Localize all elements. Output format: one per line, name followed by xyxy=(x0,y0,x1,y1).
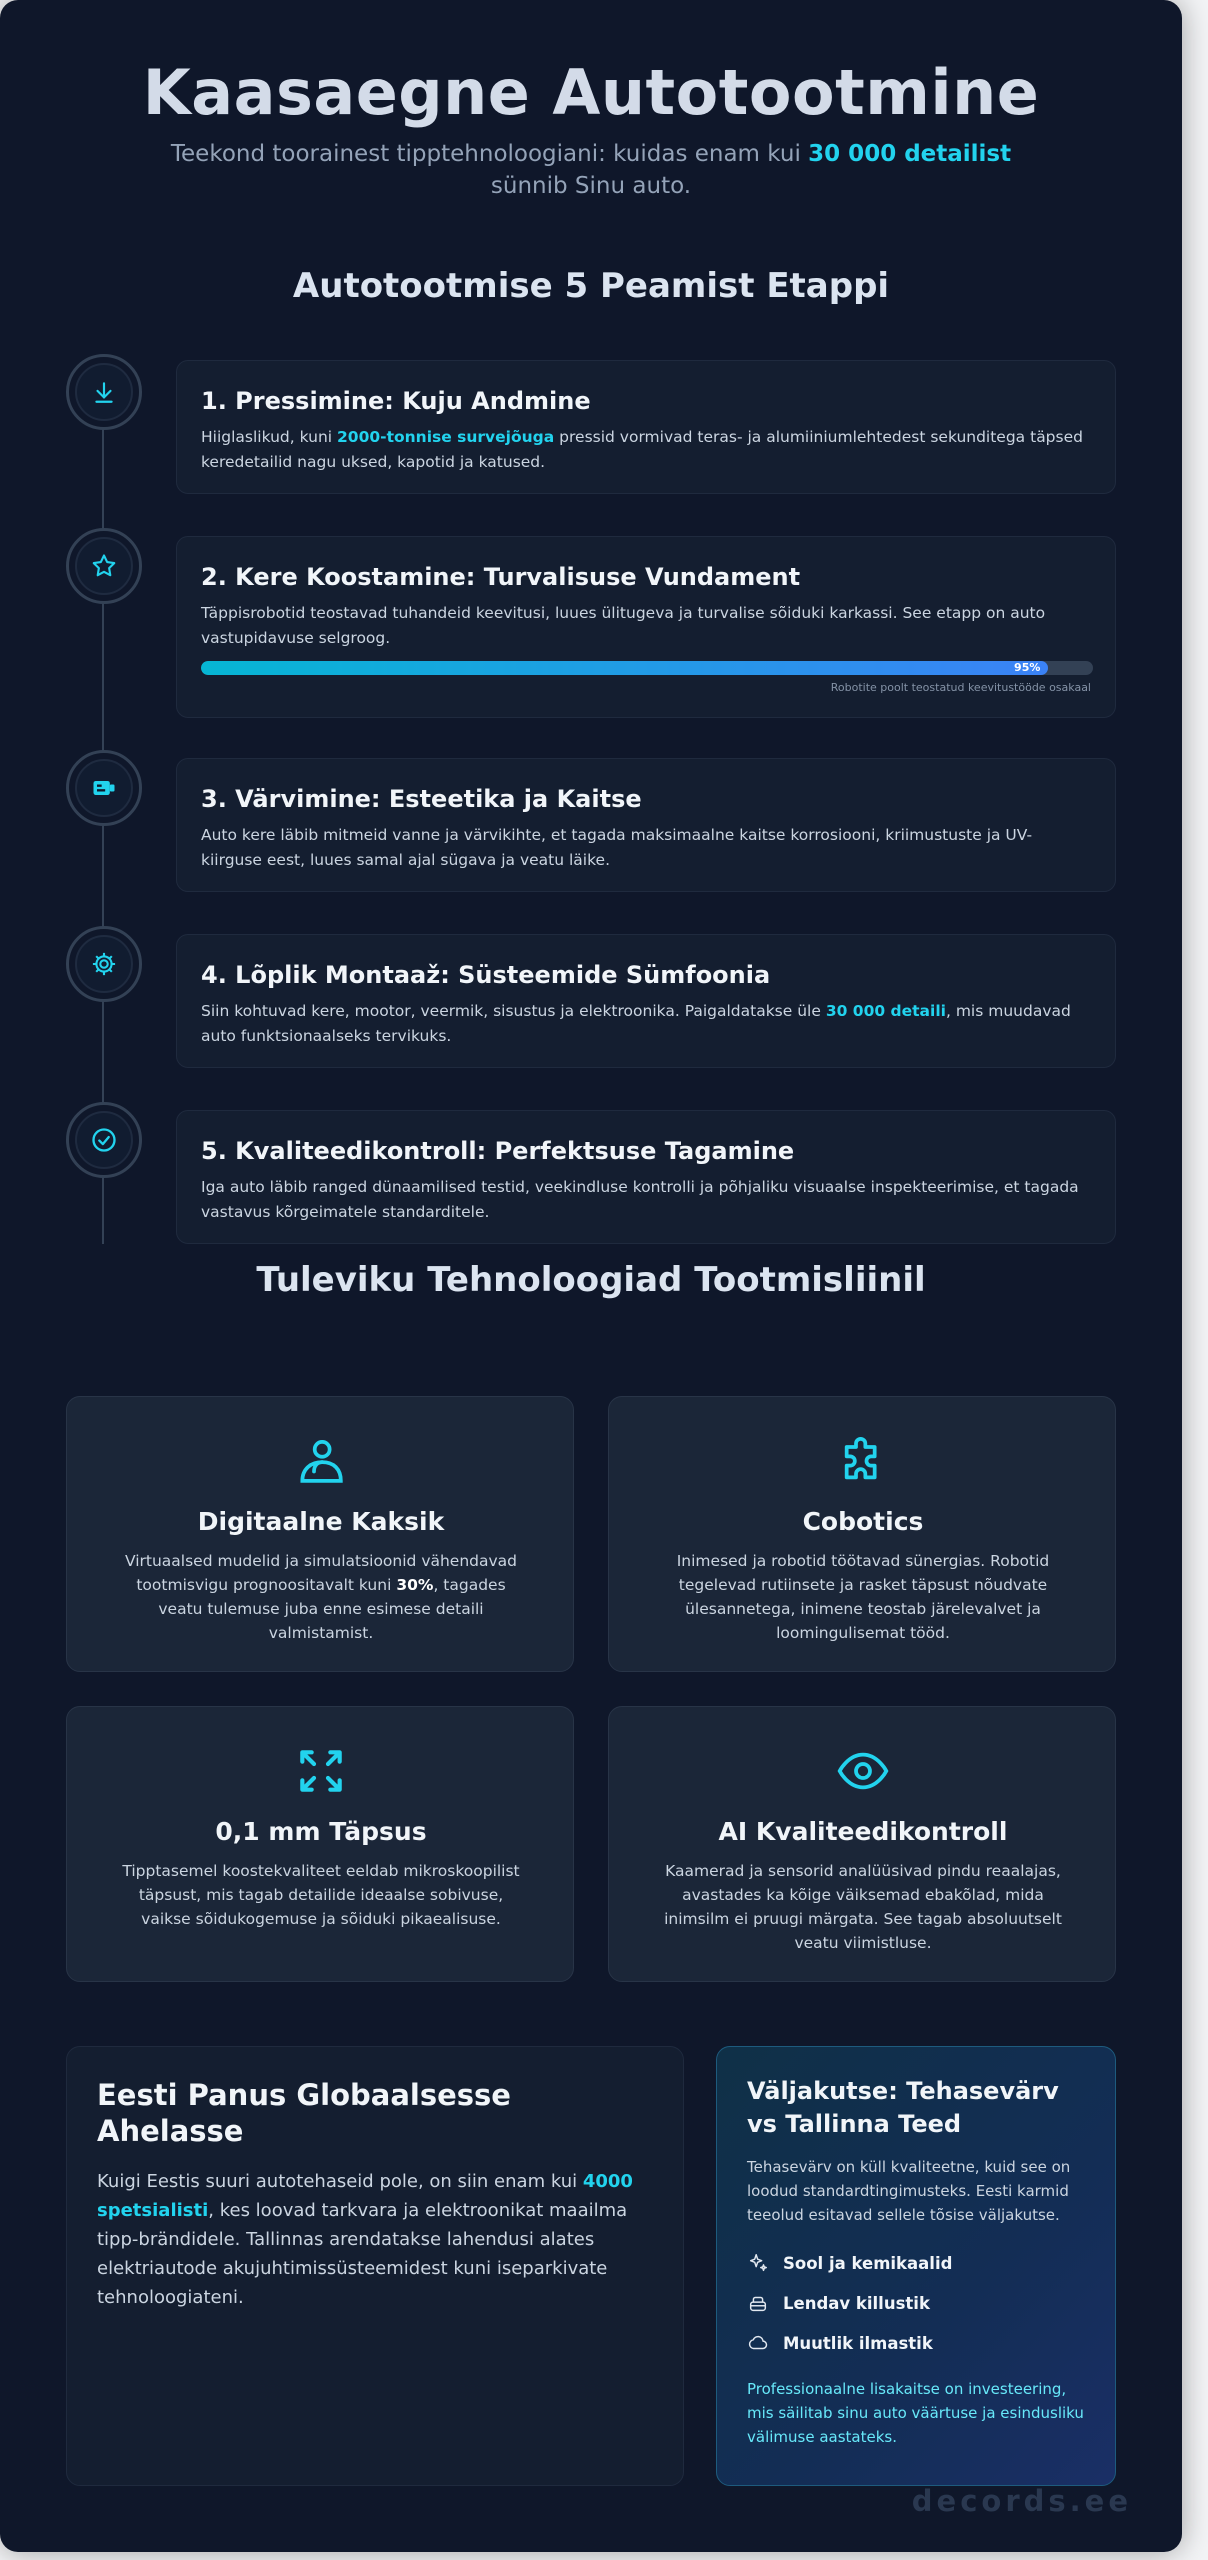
step-highlight: 2000-tonnise survejõuga xyxy=(337,428,555,446)
step-text-part: Siin kohtuvad kere, mootor, veermik, sisustus ja elektroonika. Paigaldatakse üle xyxy=(201,1002,826,1020)
step-card-2 xyxy=(176,536,1116,718)
estonia-highlight: 4000 spetsialisti xyxy=(97,2171,633,2221)
step-text: Iga auto läbib ranged dünaamilised testid, veekindluse kontrolli ja põhjaliku visuaalse inspekteerimise, et tagada vastavus kõrgeimatele standarditele. xyxy=(201,1178,1079,1221)
puzzle-icon xyxy=(835,1433,891,1489)
estonia-title: Eesti Panus Globaalsesse Ahelasse xyxy=(97,2078,511,2148)
eye-icon xyxy=(835,1743,891,1799)
subtitle-text-end: sünnib Sinu auto. xyxy=(490,173,692,199)
step-text-part: pressid vormivad teras- ja alumiiniumlehtedest sekunditega täpsed keredetailid nagu uksed, kapotid ja katused. xyxy=(201,428,1083,471)
tech-title: Cobotics xyxy=(802,1507,924,1536)
step-text xyxy=(201,999,1091,1049)
challenge-title: Väljakutse: Tehasevärv vs Tallinna Teed xyxy=(747,2077,1059,2138)
step-card-1 xyxy=(176,360,1116,494)
step-title: 1. Pressimine: Kuju Andmine xyxy=(201,387,591,415)
step-card-4 xyxy=(176,934,1116,1068)
step-title: 4. Lõplik Montaaž: Süsteemide Sümfoonia xyxy=(201,961,771,989)
tech-card-precision xyxy=(66,1706,574,1982)
gear-icon xyxy=(90,950,118,978)
challenge-text: Tehasevärv on küll kvaliteetne, kuid see on loodud standardtingimusteks. Eesti karmid teeolud esitavad sellele tõsise väljakutse. xyxy=(747,2158,1071,2224)
tech-highlight: 30% xyxy=(396,1576,434,1594)
list-item xyxy=(747,2243,1085,2283)
tech-title: 0,1 mm Täpsus xyxy=(215,1817,427,1846)
arrow-down-icon xyxy=(91,379,117,405)
step-text: Auto kere läbib mitmeid vanne ja värvikihte, et tagada maksimaalne kaitse korrosiooni, kriimustuste ja UV-kiirguse eest, luues samal ajal sügava ja veatu läike. xyxy=(201,826,1033,869)
watermark: decords.ee xyxy=(911,2484,1132,2518)
list-item-label: Lendav killustik xyxy=(783,2293,930,2313)
tech-title: Digitaalne Kaksik xyxy=(197,1507,445,1536)
list-item xyxy=(747,2283,1085,2323)
star-icon xyxy=(90,552,118,580)
tech-section-title: Tuleviku Tehnoloogiad Tootmisliinil xyxy=(256,1260,926,1300)
cloud-icon xyxy=(747,2332,769,2354)
page-title: Kaasaegne Autotootmine xyxy=(142,56,1040,129)
challenge-footer: Professionaalne lisakaitse on investeering, mis säilitab sinu auto väärtuse ja esindusliku välimuse aastateks. xyxy=(747,2380,1084,2446)
sparkle-icon xyxy=(747,2252,769,2274)
timeline-node-1 xyxy=(66,354,142,430)
step-title: 5. Kvaliteedikontroll: Perfektsuse Tagamine xyxy=(201,1137,795,1165)
page-subtitle xyxy=(130,138,1052,202)
challenge-card xyxy=(716,2046,1116,2486)
timeline-node-4 xyxy=(66,926,142,1002)
estonia-text xyxy=(97,2167,653,2312)
list-item-label: Sool ja kemikaalid xyxy=(783,2253,953,2273)
step-highlight: 30 000 detaili xyxy=(825,1002,946,1020)
tech-title: AI Kvaliteedikontroll xyxy=(718,1817,1008,1846)
check-circle-icon xyxy=(90,1126,118,1154)
tech-text: Kaamerad ja sensorid analüüsivad pindu reaalajas, avastades ka kõige väiksemad ebakõlad, mida inimsilm ei pruugi märgata. See tagab absoluutselt veatu viimistluse. xyxy=(664,1862,1062,1952)
step-text-part: , mis muudavad auto funktsionaalseks tervikuks. xyxy=(201,1002,1071,1045)
step-title: 2. Kere Koostamine: Turvalisuse Vundament xyxy=(201,563,801,591)
tech-text: Tipptasemel koostekvaliteet eeldab mikroskoopilist täpsust, mis tagab detailide ideaalse sobivuse, vaikse sõidukogemuse ja sõiduki pikaealisuse. xyxy=(122,1862,520,1928)
tech-text-part: Virtuaalsed mudelid ja simulatsioonid vähendavad tootmisvigu prognoositavalt kuni xyxy=(124,1552,518,1594)
timeline-node-3 xyxy=(66,750,142,826)
step-card-5 xyxy=(176,1110,1116,1244)
timeline-node-2 xyxy=(66,528,142,604)
progress-value: 95% xyxy=(1014,661,1041,674)
tech-text-part: , tagades veatu tulemuse juba enne esimese detaili valmistamist. xyxy=(158,1576,506,1642)
tech-text: Inimesed ja robotid töötavad sünergias. Robotid tegelevad rutiinsete ja rasket täpsust nõudvate ülesannetega, inimene teostab järelevalvet ja loomingulisemat tööd. xyxy=(676,1552,1050,1642)
step-text: Täppisrobotid teostavad tuhandeid keevitusi, luues ülitugeva ja turvalise sõiduki karkassi. See etapp on auto vastupidavuse selgroog. xyxy=(201,604,1046,647)
progress-fill xyxy=(201,661,1048,675)
stones-icon xyxy=(747,2292,769,2314)
list-item xyxy=(747,2323,1085,2363)
step-card-3 xyxy=(176,758,1116,892)
challenge-list xyxy=(747,2243,1085,2363)
robot-weld-progress-bar xyxy=(201,661,1093,675)
stages-section-title: Autotootmise 5 Peamist Etappi xyxy=(292,266,890,306)
estonia-contribution-card xyxy=(66,2046,684,2486)
tech-text xyxy=(117,1549,525,1645)
step-text xyxy=(201,425,1091,475)
step-text-part: Hiiglaslikud, kuni xyxy=(201,428,337,446)
precision-arrows-icon xyxy=(293,1743,349,1799)
paint-icon xyxy=(90,774,118,802)
timeline-node-5 xyxy=(66,1102,142,1178)
tech-card-ai-quality xyxy=(608,1706,1116,1982)
tech-card-digital-twin xyxy=(66,1396,574,1672)
estonia-text-part: , kes loovad tarkvara ja elektroonikat maailma tipp-brändidele. Tallinnas arendatakse lahendusi alates elektriautode akujuhtimissüsteemidest kuni iseparkivate tehnoloogiateni. xyxy=(97,2200,628,2308)
list-item-label: Muutlik ilmastik xyxy=(783,2333,933,2353)
subtitle-text: Teekond toorainest tipptehnoloogiani: kuidas enam kui xyxy=(170,141,809,167)
estonia-text-part: Kuigi Eestis suuri autotehaseid pole, on siin enam kui xyxy=(97,2171,583,2192)
progress-caption: Robotite poolt teostatud keevitustööde osakaal xyxy=(830,681,1091,694)
tech-card-cobotics xyxy=(608,1396,1116,1672)
step-title: 3. Värvimine: Esteetika ja Kaitse xyxy=(201,785,642,813)
user-icon xyxy=(293,1433,349,1489)
subtitle-highlight: 30 000 detailist xyxy=(808,141,1012,167)
